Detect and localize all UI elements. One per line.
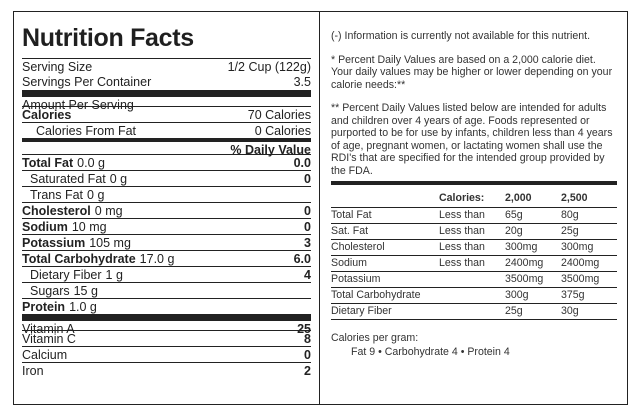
table-row: Sat. Fat Less than 20g 25g: [331, 223, 617, 239]
servings-value: 3.5: [293, 75, 311, 89]
table-row: Cholesterol Less than 300mg 300mg: [331, 239, 617, 255]
nutrient-dv: 4: [304, 268, 311, 282]
vitamin-name: Calcium: [22, 348, 68, 362]
percent-dv-note: * Percent Daily Values are based on a 2,000 calorie diet. Your daily values may be higher or lower depending on your calorie needs:**: [331, 53, 613, 91]
table-row: Potassium 3500mg 3500mg: [331, 271, 617, 287]
vitamin-dv: 25: [297, 322, 311, 336]
nutrient-name: Potassium: [22, 236, 86, 250]
vitamin-row-c: [22, 330, 311, 346]
nutrient-dv: 0: [304, 204, 311, 218]
nutrient-name: Trans Fat: [30, 188, 84, 202]
nutrient-amount: 0 g: [109, 172, 128, 186]
rdi-note: ** Percent Daily Values listed below are intended for adults and children over 4 years of age. Foods represented or purported to be for use by infants, children less than 4 years of age, pregnant women, or lactating women shall use the RDI's that are specified for the intended group provided by the FDA.: [331, 102, 613, 177]
nutrient-amount: 1 g: [105, 268, 123, 282]
nutrient-amount: 0.0 g: [77, 156, 105, 170]
nutrient-row-total-carbohydrate: [22, 250, 311, 266]
nutrient-amount: 0 mg: [94, 204, 123, 218]
vitamin-dv: 2: [304, 364, 311, 378]
vitamin-row-calcium: [22, 346, 311, 362]
vitamin-row-iron: [22, 362, 311, 378]
nutrient-dv: 3: [304, 236, 311, 250]
nutrient-row-sodium: [22, 218, 311, 234]
dv-table-divider: [331, 181, 617, 185]
calories-value: 70 Calories: [247, 108, 311, 122]
amount-per-serving-label: Amount Per Serving: [22, 98, 134, 112]
serving-size-value: 1/2 Cup (122g): [227, 60, 311, 74]
nutrient-name: Protein: [22, 300, 66, 314]
nutrient-row-protein: [22, 298, 311, 314]
nutrient-row-potassium: [22, 234, 311, 250]
calories-fat-value: 0 Calories: [254, 124, 311, 138]
calories-per-gram-label: Calories per gram:: [331, 331, 419, 344]
nutrient-dv: 0: [304, 220, 311, 234]
serving-size-label: Serving Size: [22, 60, 93, 74]
nutrient-amount: 17.0 g: [139, 252, 175, 266]
calories-fat-label: Calories From Fat: [36, 124, 137, 138]
servings-label: Servings Per Container: [22, 75, 152, 89]
nutrient-name: Cholesterol: [22, 204, 91, 218]
dv-header: % Daily Value: [230, 143, 311, 157]
nutrition-facts-panel: [13, 11, 320, 405]
table-row: Total Carbohydrate 300g 375g: [331, 287, 617, 303]
dv-table-header: [331, 190, 617, 207]
nutrient-amount: 105 mg: [89, 236, 131, 250]
nutrient-dv: 0.0: [293, 156, 311, 170]
nutrient-name: Total Carbohydrate: [22, 252, 136, 266]
nutrition-facts-title: Nutrition Facts: [22, 24, 194, 52]
nutrient-name: Saturated Fat: [30, 172, 106, 186]
nutrient-row-dietary-fiber: [22, 266, 311, 282]
table-row: Sodium Less than 2400mg 2400mg: [331, 255, 617, 271]
servings-row: [22, 74, 311, 90]
nutrient-row-cholesterol: [22, 202, 311, 218]
vitamin-name: Vitamin A: [22, 322, 75, 336]
nutrient-amount: 1.0 g: [69, 300, 97, 314]
daily-values-notes-panel: [320, 11, 628, 405]
calories-fat-row: [22, 122, 311, 138]
nutrient-amount: 15 g: [73, 284, 98, 298]
nutrient-dv: 0: [304, 172, 311, 186]
calories-row: [22, 106, 311, 122]
table-row: Dietary Fiber 25g 30g: [331, 303, 617, 319]
serving-size-row: [22, 58, 311, 74]
nutrient-row-trans-fat: [22, 186, 311, 202]
vitamin-name: Iron: [22, 364, 44, 378]
daily-values-table: [331, 190, 617, 320]
calories-2500-header: 2,500: [561, 192, 588, 204]
table-row: Total Fat Less than 65g 80g: [331, 207, 617, 223]
nutrient-name: Dietary Fiber: [30, 268, 102, 282]
vitamin-dv: 8: [304, 332, 311, 346]
calories-header-label: Calories:: [439, 192, 485, 204]
calories-label: Calories: [22, 108, 72, 122]
dv-header-row: [22, 138, 311, 157]
calories-2000-header: 2,000: [505, 192, 532, 204]
nutrient-dv: 6.0: [293, 252, 311, 266]
nutrient-amount: 0 g: [87, 188, 105, 202]
nutrient-amount: 10 mg: [71, 220, 107, 234]
nutrient-name: Total Fat: [22, 156, 74, 170]
nutrient-row-sugars: [22, 282, 311, 298]
nutrient-name: Sodium: [22, 220, 68, 234]
vitamin-dv: 0: [304, 348, 311, 362]
info-unavailable-note: (-) Information is currently not available for this nutrient.: [331, 30, 591, 42]
calories-per-gram-breakdown: Fat 9 • Carbohydrate 4 • Protein 4: [351, 346, 510, 358]
amount-per-serving-row: [22, 90, 311, 112]
nutrient-name: Sugars: [30, 284, 70, 298]
vitamin-row-a: [22, 314, 311, 336]
vitamin-name: Vitamin C: [22, 332, 76, 346]
nutrient-row-saturated-fat: [22, 170, 311, 186]
